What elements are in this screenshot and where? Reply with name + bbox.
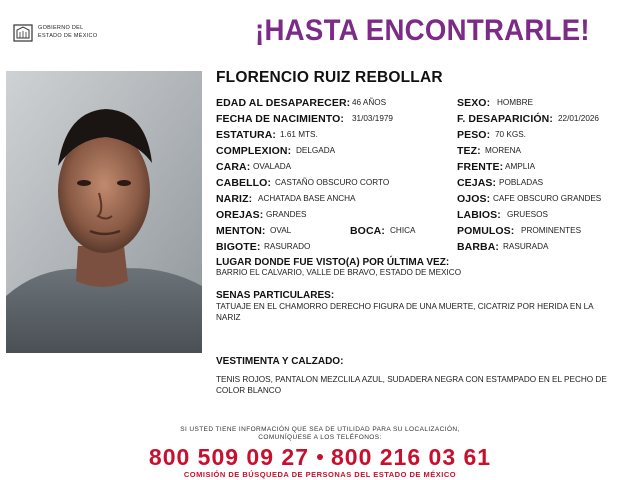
section-lugar-text: BARRIO EL CALVARIO, VALLE DE BRAVO, ESTADO DE MEXICO <box>216 268 462 277</box>
value-fecha-nacimiento: 31/03/1979 <box>352 114 393 123</box>
logo-text-line2: ESTADO DE MÉXICO <box>38 33 98 39</box>
value-fecha-desaparicion: 22/01/2026 <box>558 114 599 123</box>
value-barba: RASURADA <box>503 242 549 251</box>
label-orejas: OREJAS: <box>216 209 264 221</box>
label-cejas: CEJAS: <box>457 177 497 189</box>
commission-name: COMISIÓN DE BÚSQUEDA DE PERSONAS DEL ESTADO DE MÉXICO <box>183 470 457 479</box>
label-estatura: ESTATURA: <box>216 129 277 141</box>
value-bigote: RASURADO <box>264 242 311 251</box>
value-nariz: ACHATADA BASE ANCHA <box>258 194 356 203</box>
label-complexion: COMPLEXION: <box>216 145 292 157</box>
value-labios: GRUESOS <box>507 210 548 219</box>
section-vestimenta-text: TENIS ROJOS, PANTALON MEZCLILA AZUL, SUDADERA NEGRA CON ESTAMPADO EN EL PECHO DE COLOR BLANCO <box>216 375 607 395</box>
value-ojos: CAFE OBSCURO GRANDES <box>493 194 602 203</box>
phone-number-2[interactable]: 800 216 03 61 <box>331 444 492 470</box>
label-cara: CARA: <box>216 161 251 173</box>
value-peso: 70 KGS. <box>495 130 526 139</box>
label-pomulos: POMULOS: <box>457 225 515 237</box>
value-edad: 46 AÑOS <box>352 98 387 107</box>
label-labios: LABIOS: <box>457 209 501 221</box>
label-edad: EDAD AL DESAPARECER: <box>216 97 351 109</box>
label-nariz: NARIZ: <box>216 193 253 205</box>
phone-numbers <box>0 444 640 471</box>
value-estatura: 1.61 MTS. <box>280 130 318 139</box>
value-menton: OVAL <box>270 226 292 235</box>
value-orejas: GRANDES <box>266 210 307 219</box>
label-peso: PESO: <box>457 129 491 141</box>
label-barba: BARBA: <box>457 241 500 253</box>
label-fecha-desaparicion: F. DESAPARICIÓN: <box>457 113 553 125</box>
person-name: FLORENCIO RUIZ REBOLLAR <box>216 69 443 86</box>
value-frente: AMPLIA <box>505 162 536 171</box>
label-bigote: BIGOTE: <box>216 241 261 253</box>
phone-number-1[interactable]: 800 509 09 27 <box>148 444 309 470</box>
label-ojos: OJOS: <box>457 193 491 205</box>
government-logo <box>12 20 112 48</box>
label-sexo: SEXO: <box>457 97 491 109</box>
state-seal-icon <box>12 22 34 44</box>
logo-text-line1: GOBIERNO DEL <box>38 25 84 31</box>
label-fecha-nacimiento: FECHA DE NACIMIENTO: <box>216 113 344 125</box>
portrait-photo-icon <box>6 71 202 353</box>
value-cejas: POBLADAS <box>499 178 544 187</box>
separator-dot-icon <box>317 454 323 460</box>
section-senas-title: SENAS PARTICULARES: <box>216 290 335 301</box>
value-pomulos: PROMINENTES <box>521 226 582 235</box>
value-cabello: CASTAÑO OBSCURO CORTO <box>275 178 390 187</box>
label-menton: MENTON: <box>216 225 266 237</box>
value-sexo: HOMBRE <box>497 98 533 107</box>
value-cara: OVALADA <box>253 162 292 171</box>
section-senas-text: TATUAJE EN EL CHAMORRO DERECHO FIGURA DE UNA MUERTE, CICATRIZ POR HERIDA EN LA NARIZ <box>216 302 594 322</box>
contact-instruction-line2: COMUNÍQUESE A LOS TELÉFONOS: <box>258 434 382 441</box>
contact-instruction-line1: SI USTED TIENE INFORMACIÓN QUE SEA DE UTILIDAD PARA SU LOCALIZACIÓN, <box>180 426 460 433</box>
value-boca: CHICA <box>390 226 416 235</box>
label-tez: TEZ: <box>457 145 481 157</box>
label-boca: BOCA: <box>350 225 385 237</box>
value-complexion: DELGADA <box>296 146 336 155</box>
label-frente: FRENTE: <box>457 161 504 173</box>
page-title: ¡HASTA ENCONTRARLE! <box>255 14 590 47</box>
value-tez: MORENA <box>485 146 521 155</box>
person-photo <box>6 71 202 353</box>
label-cabello: CABELLO: <box>216 177 272 189</box>
section-lugar-title: LUGAR DONDE FUE VISTO(A) POR ÚLTIMA VEZ: <box>216 257 450 268</box>
section-vestimenta-title: VESTIMENTA Y CALZADO: <box>216 356 344 367</box>
